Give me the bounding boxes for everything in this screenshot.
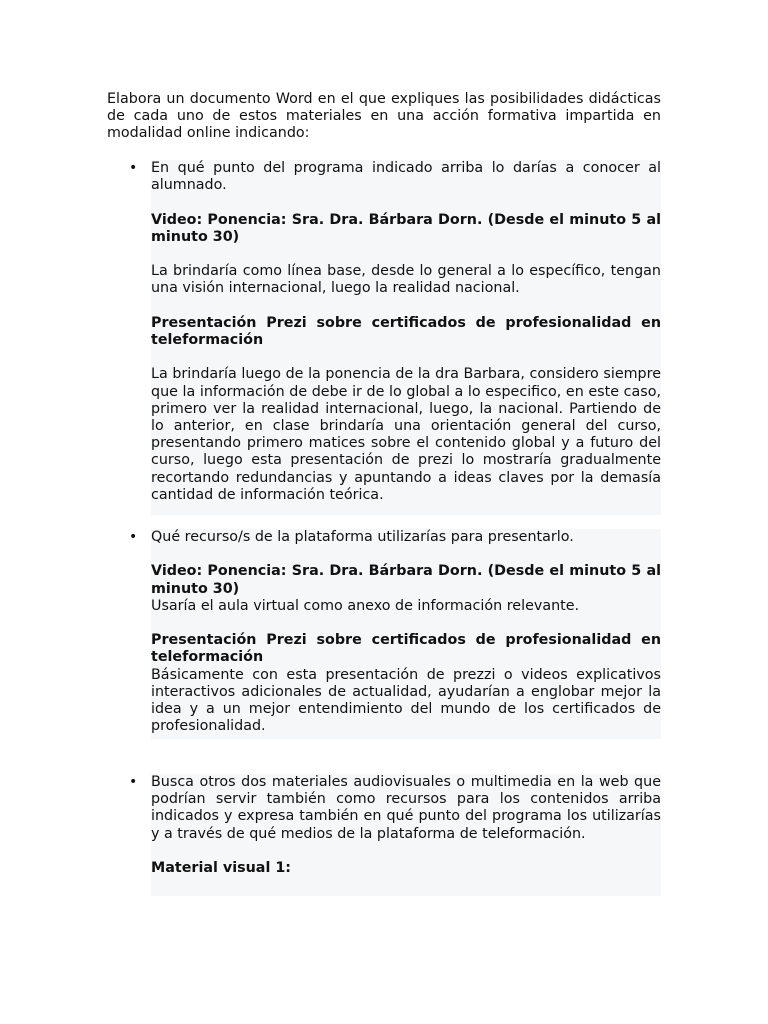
bullet3-text: Busca otros dos materiales audiovisuales o multimedia en la web que podrían servir también como recursos para los contenidos arriba indicados y expresa también en qué punto del programa los utilizarías y a través de qué medios de la plataforma de teleformación. (151, 774, 661, 842)
bullet2-paragraph-video: Usaría el aula virtual como anexo de información relevante. (151, 597, 580, 614)
bullet1-heading-prezi: Presentación Prezi sobre certificados de profesionalidad en teleformación (151, 314, 661, 348)
bullet2-heading-video: Video: Ponencia: Sra. Dra. Bárbara Dorn. (Desde el minuto 5 al minuto 30) (151, 563, 661, 597)
bullet1-text: En qué punto del programa indicado arriba lo darías a conocer al alumnado. (151, 160, 661, 194)
bullet-item-1 (129, 160, 661, 504)
bullet1-heading-video: Video: Ponencia: Sra. Dra. Bárbara Dorn. (Desde el minuto 5 al minuto 30) (151, 211, 661, 245)
bullet2-heading-prezi: Presentación Prezi sobre certificados de profesionalidad en teleformación (151, 632, 661, 666)
bullet-item-3 (129, 774, 661, 877)
bullet-item-2 (129, 529, 661, 735)
bullet-dot: • (129, 160, 138, 176)
bullet2-paragraph-prezi: Básicamente con esta presentación de prezzi o videos explicativos interactivos adicionales de actualidad, ayudarían a englobar mejor la idea y a un mejor entendimiento del mundo de los certificados de profesionalidad. (151, 666, 661, 735)
bullet2-text: Qué recurso/s de la plataforma utilizarías para presentarlo. (151, 529, 574, 545)
bullet-dot: • (129, 529, 138, 545)
bullet1-paragraph-video: La brindaría como línea base, desde lo general a lo específico, tengan una visión internacional, luego la realidad nacional. (151, 263, 661, 297)
intro-paragraph: Elabora un documento Word en el que expliques las posibilidades didácticas de cada uno de estos materiales en una acción formativa impartida en modalidad online indicando: (107, 91, 661, 142)
bullet1-paragraph-prezi: La brindaría luego de la ponencia de la dra Barbara, considero siempre que la información de debe ir de lo global a lo especifico, en este caso, primero ver la realidad internacional, luego, la nacional. Partiendo de lo anterior, en clase brindaría una orientación general del curso, presentando primero matices sobre el contenido global y a futuro del curso, luego esta presentación de prezi lo mostraría gradualmente recortando redundancias y apuntando a ideas claves por la demasía cantidad de información teórica. (151, 366, 661, 503)
bullet3-heading-material: Material visual 1: (151, 860, 291, 876)
bullet-dot: • (129, 774, 138, 790)
